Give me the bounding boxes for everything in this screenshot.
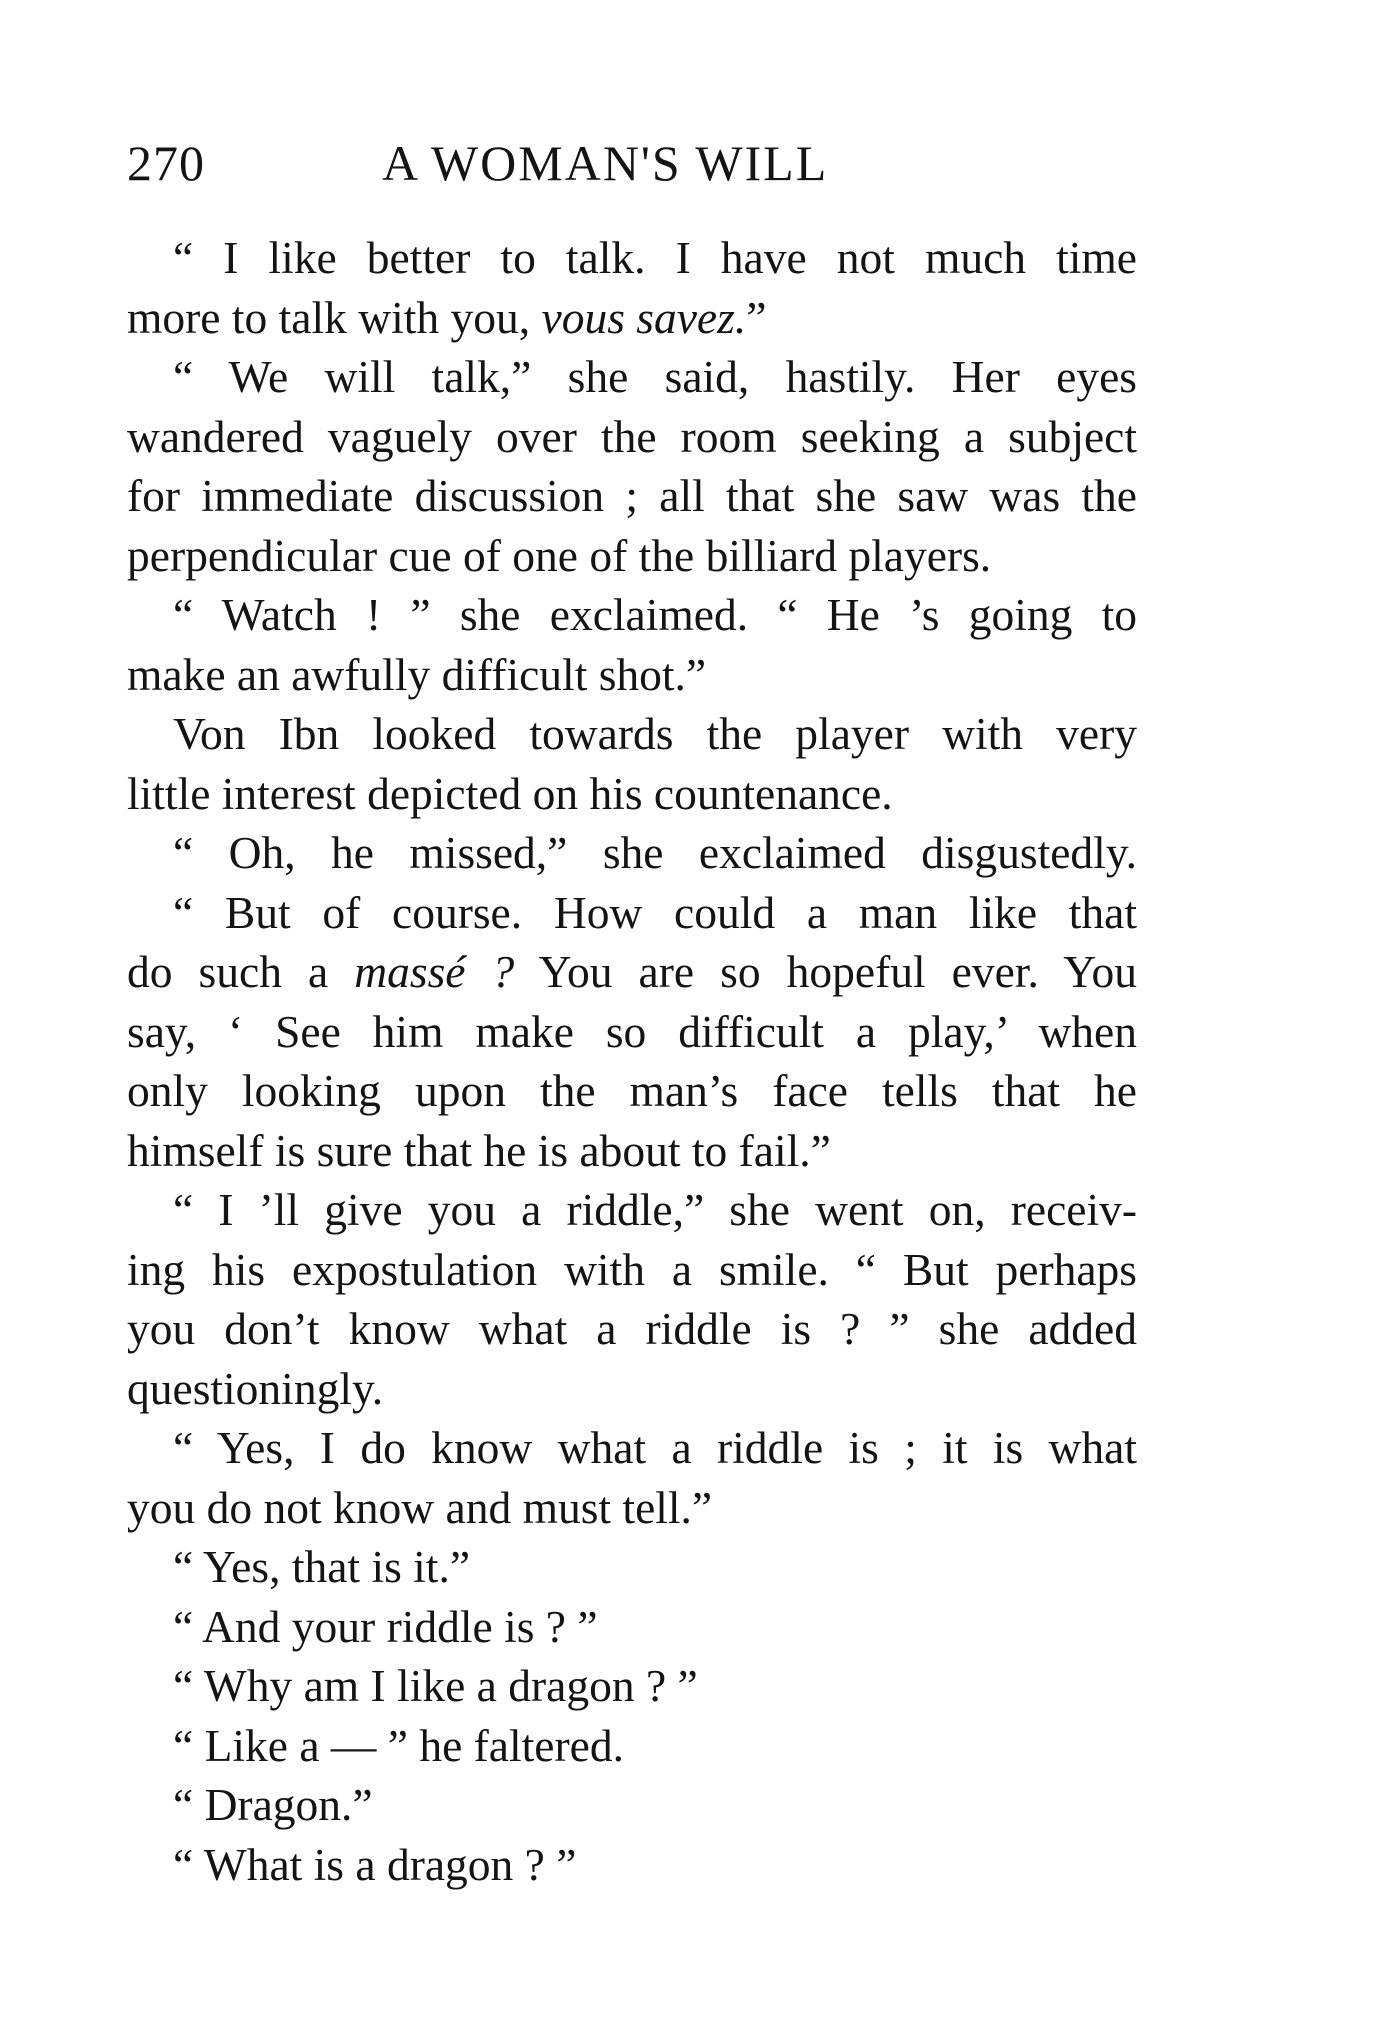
text-line: Von Ibn looked towards the player with very	[173, 708, 1137, 759]
text-line: you do not know and must tell.”	[127, 1481, 713, 1533]
running-header	[127, 128, 1137, 198]
text-line: “ Oh, he missed,” she exclaimed disgustedly.	[173, 827, 1137, 878]
text-line: “ We will talk,” she said, hastily. Her eyes	[173, 351, 1137, 402]
text-line: more to talk with you, vous savez.”	[127, 291, 767, 343]
italic-phrase: massé ?	[354, 946, 515, 997]
text-line: “ But of course. How could a man like that	[173, 886, 1137, 938]
text-line: “ Dragon.”	[173, 1779, 373, 1830]
text-line: “ I like better to talk. I have not much time	[173, 232, 1137, 283]
text-line: wandered vaguely over the room seeking a subject	[127, 410, 1137, 462]
text-line: ing his expostulation with a smile. “ But perhaps	[127, 1243, 1137, 1295]
text-line: perpendicular cue of one of the billiard players.	[127, 529, 992, 581]
text-line: “ Like a — ” he faltered.	[173, 1719, 624, 1771]
text-line: “ Yes, I do know what a riddle is ; it is what	[173, 1422, 1137, 1473]
text-line: make an awfully difficult shot.”	[127, 648, 707, 700]
text-line: “ I ’ll give you a riddle,” she went on, receiv-	[173, 1184, 1137, 1235]
running-title: A WOMAN'S WILL	[382, 135, 829, 191]
text-line: “ Yes, that is it.”	[173, 1541, 471, 1592]
text-line: you don’t know what a riddle is ? ” she added	[127, 1303, 1137, 1354]
text-line: say, ‘ See him make so difficult a play,’ when	[127, 1005, 1137, 1057]
text-line: for immediate discussion ; all that she saw was the	[127, 470, 1137, 521]
text-line: himself is sure that he is about to fail.”	[127, 1124, 831, 1176]
text-line: do such a massé ? You are so hopeful ever. You	[127, 946, 1137, 997]
text-line: “ Watch ! ” she exclaimed. “ He ’s going to	[173, 589, 1137, 640]
text-line: only looking upon the man’s face tells that he	[127, 1065, 1137, 1116]
text-line: “ And your riddle is ? ”	[173, 1600, 598, 1652]
italic-phrase: vous savez.	[541, 291, 747, 343]
body-text	[127, 228, 1137, 1894]
text-line: “ What is a dragon ? ”	[173, 1838, 577, 1890]
page-number: 270	[127, 135, 205, 191]
text-line: questioningly.	[127, 1362, 384, 1414]
text-line: little interest depicted on his countenance.	[127, 767, 893, 819]
text-line: “ Why am I like a dragon ? ”	[173, 1660, 698, 1711]
